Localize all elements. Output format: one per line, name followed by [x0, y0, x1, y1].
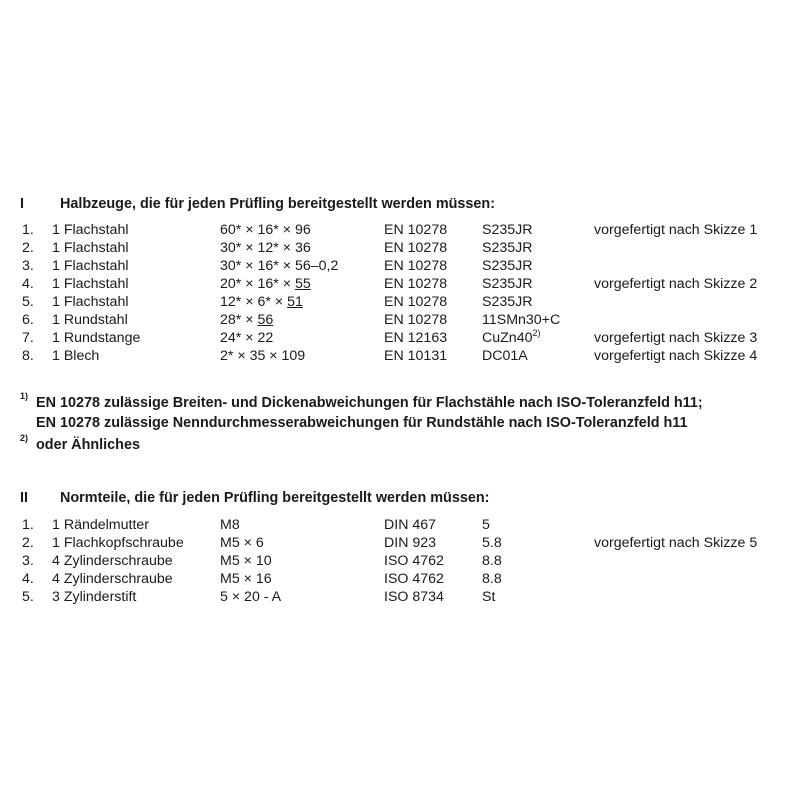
row-item: 1 Flachstahl [52, 258, 129, 274]
dim-underlined: 56 [257, 312, 274, 328]
row-note: vorgefertigt nach Skizze 4 [594, 348, 758, 364]
row-norm: EN 10278 [384, 294, 448, 310]
row-number: 1. [22, 222, 34, 238]
footnote-ref: 2) [532, 328, 541, 338]
row-number: 2. [22, 535, 34, 551]
row-dimensions: M8 [220, 517, 240, 533]
dim-prefix: 20* × 16* × [220, 276, 295, 292]
row-item: 1 Rundstahl [52, 312, 128, 328]
row-material: S235JR [482, 276, 533, 292]
dim-underlined: 51 [287, 294, 303, 310]
row-item: 1 Blech [52, 348, 100, 364]
row-norm: ISO 4762 [384, 571, 444, 587]
row-item: 4 Zylinderschraube [52, 553, 173, 569]
row-material [482, 329, 541, 347]
row-material: S235JR [482, 240, 533, 256]
material-name: CuZn40 [482, 330, 533, 346]
row-norm: EN 10278 [384, 240, 448, 256]
row-number: 4. [22, 276, 34, 292]
row-norm: ISO 8734 [384, 589, 444, 605]
row-item: 1 Flachstahl [52, 240, 129, 256]
row-norm: ISO 4762 [384, 553, 444, 569]
row-number: 7. [22, 330, 34, 346]
row-item: 1 Flachstahl [52, 222, 129, 238]
row-dimensions: 30* × 16* × 56–0,2 [220, 258, 339, 274]
row-dimensions [220, 293, 303, 311]
row-note: vorgefertigt nach Skizze 3 [594, 330, 758, 346]
row-material: 11SMn30+C [482, 312, 561, 328]
row-number: 2. [22, 240, 34, 256]
row-norm: DIN 467 [384, 517, 437, 533]
row-note: vorgefertigt nach Skizze 1 [594, 222, 758, 238]
row-number: 8. [22, 348, 34, 364]
footnote-1-mark: 1) [20, 391, 29, 401]
row-material: 8.8 [482, 553, 502, 569]
row-item: 1 Flachstahl [52, 276, 129, 292]
dim-prefix: 28* × [220, 312, 258, 328]
row-material: 5.8 [482, 535, 502, 551]
row-number: 6. [22, 312, 34, 328]
row-norm: EN 10278 [384, 258, 448, 274]
section-2-numeral: II [20, 490, 28, 506]
row-norm: EN 12163 [384, 330, 448, 346]
row-dimensions [220, 275, 311, 293]
row-number: 5. [22, 589, 34, 605]
row-dimensions [220, 311, 273, 329]
row-material: DC01A [482, 348, 528, 364]
row-item: 1 Flachkopfschraube [52, 535, 184, 551]
row-norm: EN 10278 [384, 312, 448, 328]
row-material: 5 [482, 517, 490, 533]
row-norm: EN 10131 [384, 348, 448, 364]
row-norm: EN 10278 [384, 222, 448, 238]
row-material: S235JR [482, 222, 533, 238]
section-2-title: Normteile, die für jeden Prüfling bereitgestellt werden müssen: [60, 490, 490, 506]
row-dimensions: 5 × 20 - A [220, 589, 282, 605]
row-number: 1. [22, 517, 34, 533]
row-number: 3. [22, 553, 34, 569]
row-note: vorgefertigt nach Skizze 5 [594, 535, 758, 551]
row-item: 3 Zylinderstift [52, 589, 137, 605]
row-dimensions: 2* × 35 × 109 [220, 348, 306, 364]
row-material: 8.8 [482, 571, 502, 587]
row-item: 1 Flachstahl [52, 294, 129, 310]
row-material: S235JR [482, 258, 533, 274]
row-dimensions: 60* × 16* × 96 [220, 222, 311, 238]
row-dimensions: 30* × 12* × 36 [220, 240, 311, 256]
row-number: 5. [22, 294, 34, 310]
section-1-numeral: I [20, 196, 24, 212]
footnote-1-line-2: EN 10278 zulässige Nenndurchmesserabweichungen für Rundstähle nach ISO-Toleranzfeld h11 [36, 415, 688, 431]
dim-underlined: 55 [294, 276, 311, 292]
footnote-2-mark: 2) [20, 433, 29, 443]
row-norm: DIN 923 [384, 535, 437, 551]
section-1-title: Halbzeuge, die für jeden Prüfling bereitgestellt werden müssen: [60, 196, 496, 212]
row-item: 4 Zylinderschraube [52, 571, 173, 587]
row-item: 1 Rundstange [52, 330, 141, 346]
row-material: St [482, 589, 496, 605]
row-number: 3. [22, 258, 34, 274]
row-note: vorgefertigt nach Skizze 2 [594, 276, 758, 292]
row-norm: EN 10278 [384, 276, 448, 292]
row-number: 4. [22, 571, 34, 587]
row-dimensions: M5 × 16 [220, 571, 272, 587]
row-dimensions: 24* × 22 [220, 330, 274, 346]
row-dimensions: M5 × 10 [220, 553, 272, 569]
row-material: S235JR [482, 294, 533, 310]
footnote-2-text: oder Ähnliches [36, 437, 140, 453]
dim-prefix: 12* × 6* × [220, 294, 288, 310]
row-item: 1 Rändelmutter [52, 517, 149, 533]
footnote-1-line-1: EN 10278 zulässige Breiten- und Dickenabweichungen für Flachstähle nach ISO-Toleranzfeld h11; [36, 395, 703, 411]
row-dimensions: M5 × 6 [220, 535, 264, 551]
